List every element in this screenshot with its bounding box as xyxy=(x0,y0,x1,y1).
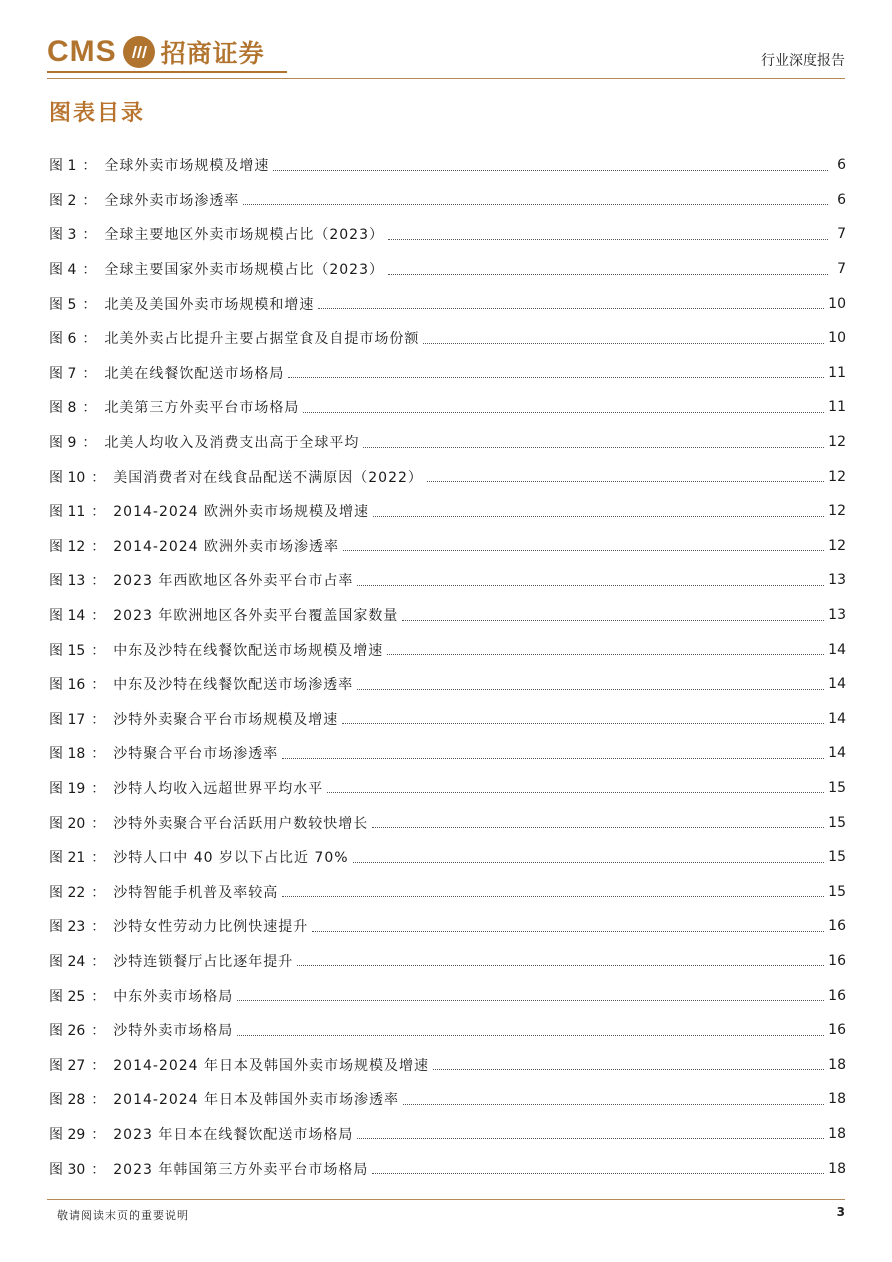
toc-entry-title: 2014-2024 欧洲外卖市场渗透率 xyxy=(113,538,340,555)
toc-dot-leader xyxy=(357,689,824,690)
toc-entry[interactable] xyxy=(49,563,846,598)
toc-entry-page: 10 xyxy=(828,330,846,347)
toc-entry[interactable] xyxy=(49,148,846,183)
toc-entry-separator: ： xyxy=(91,469,106,486)
toc-dot-leader xyxy=(237,1035,824,1036)
toc-entry-label: 图 4 xyxy=(49,262,77,279)
toc-dot-leader xyxy=(387,654,824,655)
toc-entry-title: 北美在线餐饮配送市场格局 xyxy=(104,365,285,382)
toc-entry-title: 全球外卖市场渗透率 xyxy=(104,192,240,209)
toc-entry-page: 11 xyxy=(828,399,846,416)
toc-entry-separator: ： xyxy=(82,435,97,452)
toc-dot-leader xyxy=(342,723,824,724)
page-number: 3 xyxy=(836,1205,845,1219)
toc-entry-separator: ： xyxy=(91,850,106,867)
toc-entry-label: 图 9 xyxy=(49,435,77,452)
toc-entry-separator: ： xyxy=(91,642,106,659)
toc-entry-separator: ： xyxy=(91,1092,106,1109)
toc-entry-label: 图 28 xyxy=(49,1092,86,1109)
logo-chinese-text: 招商证券 xyxy=(160,39,265,68)
toc-entry-page: 7 xyxy=(837,261,846,278)
toc-entry-page: 16 xyxy=(828,952,846,969)
toc-entry-page: 16 xyxy=(828,987,846,1004)
toc-entry[interactable] xyxy=(49,356,846,391)
toc-entry-title: 2023 年日本在线餐饮配送市场格局 xyxy=(113,1126,354,1143)
toc-entry[interactable] xyxy=(49,874,846,909)
toc-entry-title: 北美及美国外卖市场规模和增速 xyxy=(104,296,315,313)
toc-entry-separator: ： xyxy=(82,365,97,382)
toc-entry-label: 图 2 xyxy=(49,192,77,209)
toc-entry-separator: ： xyxy=(82,400,97,417)
toc-entry-label: 图 21 xyxy=(49,850,86,867)
toc-entry-page: 15 xyxy=(828,849,846,866)
toc-entry-title: 美国消费者对在线食品配送不满原因（2022） xyxy=(113,469,423,486)
toc-entry-label: 图 29 xyxy=(49,1126,86,1143)
toc-entry-separator: ： xyxy=(91,538,106,555)
toc-entry-page: 14 xyxy=(828,745,846,762)
toc-entry-page: 12 xyxy=(828,468,846,485)
toc-entry-title: 2023 年欧洲地区各外卖平台覆盖国家数量 xyxy=(113,608,399,625)
toc-entry-page: 16 xyxy=(828,918,846,935)
toc-dot-leader xyxy=(357,585,824,586)
toc-entry-title: 沙特人均收入远超世界平均水平 xyxy=(113,780,324,797)
toc-entry-label: 图 13 xyxy=(49,573,86,590)
toc-entry-separator: ： xyxy=(82,331,97,348)
toc-dot-leader xyxy=(403,1104,824,1105)
page-header xyxy=(0,0,892,80)
toc-entry-title: 沙特连锁餐厅占比逐年提升 xyxy=(113,953,294,970)
toc-entry-separator: ： xyxy=(91,815,106,832)
toc-entry[interactable] xyxy=(49,494,846,529)
toc-entry-title: 中东外卖市场格局 xyxy=(113,988,234,1005)
toc-entry[interactable] xyxy=(49,598,846,633)
toc-entry-page: 16 xyxy=(828,1022,846,1039)
toc-entry-title: 中东及沙特在线餐饮配送市场渗透率 xyxy=(113,677,354,694)
toc-title: 图表目录 xyxy=(49,100,146,126)
toc-entry-label: 图 8 xyxy=(49,400,77,417)
toc-dot-leader xyxy=(388,239,828,240)
toc-entry[interactable] xyxy=(49,321,846,356)
toc-dot-leader xyxy=(433,1069,824,1070)
toc-entry-label: 图 22 xyxy=(49,884,86,901)
toc-entry-label: 图 7 xyxy=(49,365,77,382)
toc-entry-page: 15 xyxy=(828,883,846,900)
footer-disclaimer: 敬请阅读末页的重要说明 xyxy=(57,1209,189,1222)
toc-entry-page: 6 xyxy=(837,157,846,174)
toc-entry-title: 沙特人口中 40 岁以下占比近 70% xyxy=(113,850,349,867)
toc-entry-separator: ： xyxy=(91,988,106,1005)
toc-entry-title: 北美第三方外卖平台市场格局 xyxy=(104,400,300,417)
toc-entry[interactable] xyxy=(49,529,846,564)
toc-entry-separator: ： xyxy=(91,1161,106,1178)
logo-emblem-icon xyxy=(123,36,155,68)
toc-entry-label: 图 3 xyxy=(49,227,77,244)
toc-entry[interactable] xyxy=(49,805,846,840)
toc-entry-title: 全球主要国家外卖市场规模占比（2023） xyxy=(104,262,384,279)
toc-entry-label: 图 17 xyxy=(49,711,86,728)
toc-dot-leader xyxy=(423,343,824,344)
toc-entry[interactable] xyxy=(49,1151,846,1186)
toc-entry[interactable] xyxy=(49,1047,846,1082)
toc-entry-separator: ： xyxy=(82,192,97,209)
toc-entry-title: 2014-2024 年日本及韩国外卖市场规模及增速 xyxy=(113,1057,430,1074)
toc-entry-title: 中东及沙特在线餐饮配送市场规模及增速 xyxy=(113,642,384,659)
toc-entry-label: 图 14 xyxy=(49,608,86,625)
toc-entry[interactable] xyxy=(49,909,846,944)
toc-entry-label: 图 1 xyxy=(49,158,77,175)
toc-entry-separator: ： xyxy=(82,296,97,313)
toc-entry-label: 图 19 xyxy=(49,780,86,797)
toc-entry-page: 12 xyxy=(828,434,846,451)
toc-entry-separator: ： xyxy=(91,746,106,763)
report-type-label: 行业深度报告 xyxy=(761,53,845,69)
toc-entry[interactable] xyxy=(49,771,846,806)
toc-entry-label: 图 25 xyxy=(49,988,86,1005)
toc-entry[interactable] xyxy=(49,632,846,667)
toc-entry-title: 沙特外卖聚合平台市场规模及增速 xyxy=(113,711,339,728)
toc-entry-label: 图 24 xyxy=(49,953,86,970)
toc-entry-page: 10 xyxy=(828,295,846,312)
toc-entry-page: 11 xyxy=(828,364,846,381)
toc-entry-title: 沙特女性劳动力比例快速提升 xyxy=(113,919,309,936)
toc-entry-label: 图 12 xyxy=(49,538,86,555)
toc-entry-separator: ： xyxy=(91,919,106,936)
logo-latin-text: CMS xyxy=(47,35,117,68)
toc-entry-separator: ： xyxy=(91,711,106,728)
toc-entry-page: 12 xyxy=(828,503,846,520)
toc-dot-leader xyxy=(312,931,824,932)
toc-entry-label: 图 23 xyxy=(49,919,86,936)
toc-entry-separator: ： xyxy=(91,573,106,590)
toc-entry-page: 13 xyxy=(828,572,846,589)
toc-entry-separator: ： xyxy=(91,780,106,797)
toc-entry-title: 沙特智能手机普及率较高 xyxy=(113,884,279,901)
toc-entry[interactable] xyxy=(49,840,846,875)
toc-entry-title: 2023 年西欧地区各外卖平台市占率 xyxy=(113,573,354,590)
toc-dot-leader xyxy=(373,516,824,517)
toc-entry-separator: ： xyxy=(91,608,106,625)
toc-entry[interactable] xyxy=(49,702,846,737)
toc-entry[interactable] xyxy=(49,252,846,287)
toc-entry-title: 北美外卖占比提升主要占据堂食及自提市场份额 xyxy=(104,331,420,348)
toc-entry[interactable] xyxy=(49,1013,846,1048)
toc-dot-leader xyxy=(327,792,824,793)
toc-entry-separator: ： xyxy=(91,1057,106,1074)
toc-entry-separator: ： xyxy=(82,262,97,279)
toc-entry-title: 沙特外卖市场格局 xyxy=(113,1023,234,1040)
toc-entry-page: 6 xyxy=(837,191,846,208)
toc-list xyxy=(49,148,846,1186)
toc-entry-separator: ： xyxy=(91,953,106,970)
toc-entry-page: 14 xyxy=(828,710,846,727)
toc-entry-label: 图 5 xyxy=(49,296,77,313)
toc-entry[interactable] xyxy=(49,217,846,252)
toc-entry-label: 图 11 xyxy=(49,504,86,521)
toc-entry-title: 2023 年韩国第三方外卖平台市场格局 xyxy=(113,1161,369,1178)
toc-entry-page: 18 xyxy=(828,1160,846,1177)
cms-logo xyxy=(47,32,265,72)
toc-entry-page: 12 xyxy=(828,537,846,554)
toc-dot-leader xyxy=(303,412,824,413)
toc-entry-separator: ： xyxy=(91,1126,106,1143)
toc-dot-leader xyxy=(343,550,824,551)
toc-entry-separator: ： xyxy=(91,504,106,521)
toc-entry[interactable] xyxy=(49,667,846,702)
toc-entry-label: 图 16 xyxy=(49,677,86,694)
toc-dot-leader xyxy=(363,447,824,448)
toc-entry[interactable] xyxy=(49,425,846,460)
logo-underline xyxy=(47,71,287,73)
toc-entry-separator: ： xyxy=(82,227,97,244)
toc-dot-leader xyxy=(427,481,824,482)
toc-entry-label: 图 18 xyxy=(49,746,86,763)
toc-entry-separator: ： xyxy=(91,677,106,694)
toc-dot-leader xyxy=(402,620,824,621)
toc-entry-page: 15 xyxy=(828,814,846,831)
toc-dot-leader xyxy=(297,965,824,966)
toc-dot-leader xyxy=(237,1000,824,1001)
toc-dot-leader xyxy=(388,274,828,275)
toc-dot-leader xyxy=(288,377,824,378)
toc-entry-title: 沙特聚合平台市场渗透率 xyxy=(113,746,279,763)
toc-entry-label: 图 10 xyxy=(49,469,86,486)
toc-entry-label: 图 15 xyxy=(49,642,86,659)
toc-entry[interactable] xyxy=(49,944,846,979)
toc-entry[interactable] xyxy=(49,978,846,1013)
toc-entry-separator: ： xyxy=(82,158,97,175)
toc-entry[interactable] xyxy=(49,286,846,321)
toc-dot-leader xyxy=(243,204,828,205)
toc-dot-leader xyxy=(353,862,825,863)
toc-dot-leader xyxy=(273,170,828,171)
toc-entry-page: 18 xyxy=(828,1056,846,1073)
toc-dot-leader xyxy=(318,308,824,309)
toc-entry[interactable] xyxy=(49,459,846,494)
toc-entry-page: 18 xyxy=(828,1091,846,1108)
toc-entry-title: 2014-2024 年日本及韩国外卖市场渗透率 xyxy=(113,1092,400,1109)
toc-dot-leader xyxy=(372,1173,824,1174)
toc-entry-label: 图 6 xyxy=(49,331,77,348)
toc-entry-label: 图 26 xyxy=(49,1023,86,1040)
toc-entry[interactable] xyxy=(49,1117,846,1152)
toc-dot-leader xyxy=(357,1138,824,1139)
toc-entry[interactable] xyxy=(49,390,846,425)
toc-entry-label: 图 20 xyxy=(49,815,86,832)
toc-entry-label: 图 27 xyxy=(49,1057,86,1074)
toc-entry-label: 图 30 xyxy=(49,1161,86,1178)
toc-entry-page: 13 xyxy=(828,607,846,624)
toc-dot-leader xyxy=(282,896,824,897)
toc-entry-page: 7 xyxy=(837,226,846,243)
toc-entry-page: 18 xyxy=(828,1125,846,1142)
toc-entry-title: 2014-2024 欧洲外卖市场规模及增速 xyxy=(113,504,370,521)
toc-entry[interactable] xyxy=(49,736,846,771)
header-divider xyxy=(47,78,845,79)
toc-entry-title: 全球外卖市场规模及增速 xyxy=(104,158,270,175)
toc-entry[interactable] xyxy=(49,183,846,218)
toc-entry-separator: ： xyxy=(91,1023,106,1040)
toc-entry-title: 沙特外卖聚合平台活跃用户数较快增长 xyxy=(113,815,369,832)
toc-entry-title: 北美人均收入及消费支出高于全球平均 xyxy=(104,435,360,452)
toc-entry-page: 15 xyxy=(828,779,846,796)
toc-entry-separator: ： xyxy=(91,884,106,901)
toc-entry[interactable] xyxy=(49,1082,846,1117)
toc-entry-title: 全球主要地区外卖市场规模占比（2023） xyxy=(104,227,384,244)
footer-divider xyxy=(47,1199,845,1200)
toc-entry-page: 14 xyxy=(828,641,846,658)
toc-dot-leader xyxy=(372,827,824,828)
toc-entry-page: 14 xyxy=(828,676,846,693)
toc-dot-leader xyxy=(282,758,824,759)
